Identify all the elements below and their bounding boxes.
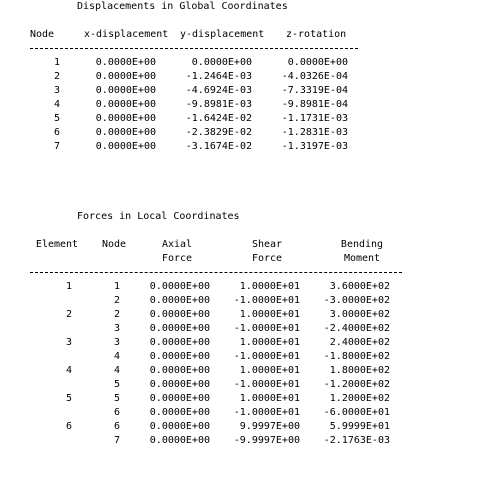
force-cell-node: 6 [113, 421, 120, 432]
disp-cell-z: -1.1731E-03 [281, 113, 348, 124]
force-cell-shear: 9.9997E+00 [239, 421, 300, 432]
force-cell-shear: -1.0000E+01 [233, 295, 300, 306]
force-cell-bending: 3.0000E+02 [329, 309, 390, 320]
displacements-divider [30, 48, 358, 49]
disp-cell-node: 5 [53, 113, 60, 124]
disp-cell-node: 1 [53, 57, 60, 68]
force-cell-node: 4 [113, 365, 120, 376]
force-cell-axial: 0.0000E+00 [149, 379, 210, 390]
forces-header-bending-line2: Moment [343, 253, 381, 264]
forces-divider [30, 272, 402, 273]
force-cell-shear: 1.0000E+01 [239, 337, 300, 348]
forces-header-axial-line2: Force [161, 253, 193, 264]
force-cell-bending: 2.4000E+02 [329, 337, 390, 348]
disp-cell-z: -1.2831E-03 [281, 127, 348, 138]
force-cell-element: 5 [65, 393, 72, 404]
disp-cell-node: 4 [53, 99, 60, 110]
disp-header-x-displacement: x-displacement [84, 29, 169, 40]
force-cell-bending: -1.2000E+02 [323, 379, 390, 390]
force-cell-bending: 3.6000E+02 [329, 281, 390, 292]
force-cell-bending: -3.0000E+02 [323, 295, 390, 306]
force-cell-element: 1 [65, 281, 72, 292]
disp-header-node: Node [30, 29, 55, 40]
force-cell-shear: 1.0000E+01 [239, 281, 300, 292]
disp-cell-x: 0.0000E+00 [95, 99, 156, 110]
disp-cell-node: 3 [53, 85, 60, 96]
forces-header-shear-line2: Force [251, 253, 283, 264]
force-cell-element: 3 [65, 337, 72, 348]
force-cell-node: 7 [113, 435, 120, 446]
forces-header-bending-line1: Bending [340, 239, 384, 250]
force-cell-shear: -1.0000E+01 [233, 407, 300, 418]
force-cell-element: 4 [65, 365, 72, 376]
force-cell-axial: 0.0000E+00 [149, 323, 210, 334]
force-cell-axial: 0.0000E+00 [149, 407, 210, 418]
force-cell-bending: 1.2000E+02 [329, 393, 390, 404]
forces-header-element: Element [35, 239, 79, 250]
force-cell-element: 2 [65, 309, 72, 320]
force-cell-bending: 1.8000E+02 [329, 365, 390, 376]
disp-cell-z: 0.0000E+00 [287, 57, 348, 68]
force-cell-bending: -1.8000E+02 [323, 351, 390, 362]
force-cell-node: 2 [113, 309, 120, 320]
disp-cell-node: 6 [53, 127, 60, 138]
force-cell-node: 5 [113, 379, 120, 390]
force-cell-bending: -2.1763E-03 [323, 435, 390, 446]
disp-cell-y: 0.0000E+00 [191, 57, 252, 68]
disp-cell-z: -7.3319E-04 [281, 85, 348, 96]
disp-cell-y: -9.8981E-03 [185, 99, 252, 110]
forces-title: Forces in Local Coordinates [77, 211, 240, 222]
force-cell-node: 1 [113, 281, 120, 292]
force-cell-shear: -1.0000E+01 [233, 351, 300, 362]
force-cell-node: 6 [113, 407, 120, 418]
forces-header-axial-line1: Axial [161, 239, 193, 250]
disp-cell-x: 0.0000E+00 [95, 57, 156, 68]
force-cell-axial: 0.0000E+00 [149, 309, 210, 320]
displacements-title: Displacements in Global Coordinates [77, 1, 288, 12]
disp-cell-y: -1.2464E-03 [185, 71, 252, 82]
disp-cell-x: 0.0000E+00 [95, 113, 156, 124]
disp-cell-x: 0.0000E+00 [95, 85, 156, 96]
disp-cell-z: -4.0326E-04 [281, 71, 348, 82]
force-cell-node: 2 [113, 295, 120, 306]
force-cell-axial: 0.0000E+00 [149, 435, 210, 446]
force-cell-axial: 0.0000E+00 [149, 351, 210, 362]
force-cell-shear: 1.0000E+01 [239, 309, 300, 320]
force-cell-axial: 0.0000E+00 [149, 337, 210, 348]
disp-cell-node: 7 [53, 141, 60, 152]
force-cell-bending: 5.9999E+01 [329, 421, 390, 432]
disp-cell-z: -1.3197E-03 [281, 141, 348, 152]
force-cell-shear: -1.0000E+01 [233, 323, 300, 334]
force-cell-node: 3 [113, 337, 120, 348]
force-cell-node: 3 [113, 323, 120, 334]
disp-cell-y: -2.3829E-02 [185, 127, 252, 138]
disp-cell-y: -3.1674E-02 [185, 141, 252, 152]
disp-header-y-displacement: y-displacement [180, 29, 265, 40]
force-cell-bending: -6.0000E+01 [323, 407, 390, 418]
force-cell-axial: 0.0000E+00 [149, 281, 210, 292]
disp-cell-node: 2 [53, 71, 60, 82]
disp-cell-z: -9.8981E-04 [281, 99, 348, 110]
force-cell-axial: 0.0000E+00 [149, 393, 210, 404]
force-cell-bending: -2.4000E+02 [323, 323, 390, 334]
force-cell-node: 4 [113, 351, 120, 362]
force-cell-shear: 1.0000E+01 [239, 365, 300, 376]
forces-header-node: Node [101, 239, 127, 250]
force-cell-axial: 0.0000E+00 [149, 421, 210, 432]
disp-cell-y: -4.6924E-03 [185, 85, 252, 96]
disp-cell-x: 0.0000E+00 [95, 127, 156, 138]
disp-header-z-rotation: z-rotation [286, 29, 347, 40]
force-cell-node: 5 [113, 393, 120, 404]
disp-cell-x: 0.0000E+00 [95, 71, 156, 82]
force-cell-shear: -9.9997E+00 [233, 435, 300, 446]
force-cell-axial: 0.0000E+00 [149, 365, 210, 376]
disp-cell-x: 0.0000E+00 [95, 141, 156, 152]
force-cell-shear: -1.0000E+01 [233, 379, 300, 390]
force-cell-axial: 0.0000E+00 [149, 295, 210, 306]
force-cell-shear: 1.0000E+01 [239, 393, 300, 404]
forces-header-shear-line1: Shear [251, 239, 283, 250]
disp-cell-y: -1.6424E-02 [185, 113, 252, 124]
force-cell-element: 6 [65, 421, 72, 432]
